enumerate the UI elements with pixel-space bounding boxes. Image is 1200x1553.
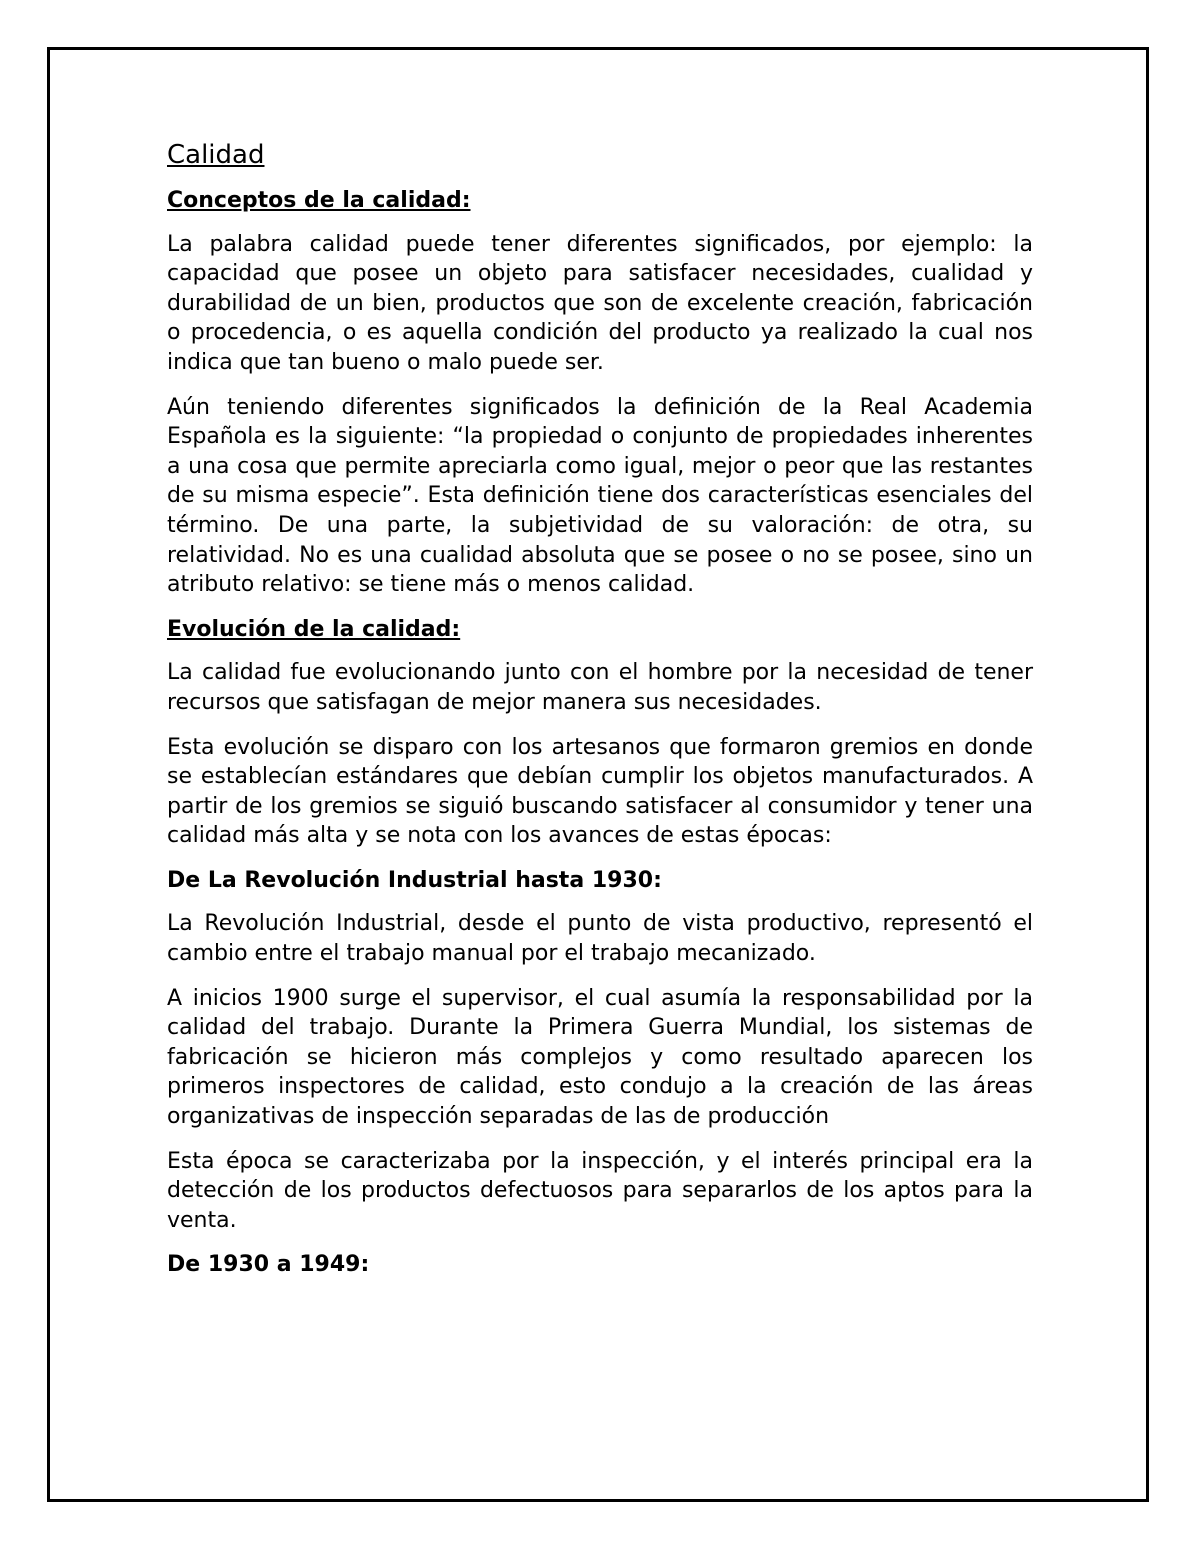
paragraph: Esta época se caracterizaba por la inspección, y el interés principal era la detección de los productos defectuosos para separarlos de los aptos para la venta. (167, 1148, 1033, 1233)
paragraph: La calidad fue evolucionando junto con el hombre por la necesidad de tener recursos que satisfagan de mejor manera sus necesidades. (167, 660, 1033, 715)
paragraph: La Revolución Industrial, desde el punto de vista productivo, representó el cambio entre el trabajo manual por el trabajo mecanizado. (167, 911, 1033, 967)
paragraph: La palabra calidad puede tener diferentes significados, por ejemplo: la capacidad que posee un objeto para satisfacer necesidades, cualidad y durabilidad de un bien, productos que son de excelente creación, fabricación o procedencia, o es aquella condición del producto ya realizado la cual nos indica que tan bueno o malo puede ser. (167, 231, 1033, 375)
document-title: Calidad (167, 140, 265, 170)
section-heading-evolucion: Evolución de la calidad: (167, 616, 461, 642)
section-heading-1930-1949: De 1930 a 1949: (167, 1252, 370, 1278)
document-body (167, 138, 1033, 1294)
section-heading-revolucion-industrial: De La Revolución Industrial hasta 1930: (167, 867, 662, 893)
section-heading-conceptos: Conceptos de la calidad: (167, 188, 471, 213)
paragraph: Aún teniendo diferentes significados la definición de la Real Academia Española es la siguiente: “la propiedad o conjunto de propiedades inherentes a una cosa que permite apreciarla como igual, mejor o peor que las restantes de su misma especie”. Esta definición tiene dos características esenciales del término. De una parte, la subjetividad de su valoración: de otra, su relatividad. No es una cualidad absoluta que se posee o no se posee, sino un atributo relativo: se tiene más o menos calidad. (167, 394, 1033, 598)
paragraph: Esta evolución se disparo con los artesanos que formaron gremios en donde se establecían estándares que debían cumplir los objetos manufacturados. A partir de los gremios se siguió buscando satisfacer al consumidor y tener una calidad más alta y se nota con los avances de estas épocas: (167, 734, 1033, 849)
paragraph: A inicios 1900 surge el supervisor, el cual asumía la responsabilidad por la calidad del trabajo. Durante la Primera Guerra Mundial, los sistemas de fabricación se hicieron más complejos y como resultado aparecen los primeros inspectores de calidad, esto condujo a la creación de las áreas organizativas de inspección separadas de las de producción (167, 985, 1033, 1130)
